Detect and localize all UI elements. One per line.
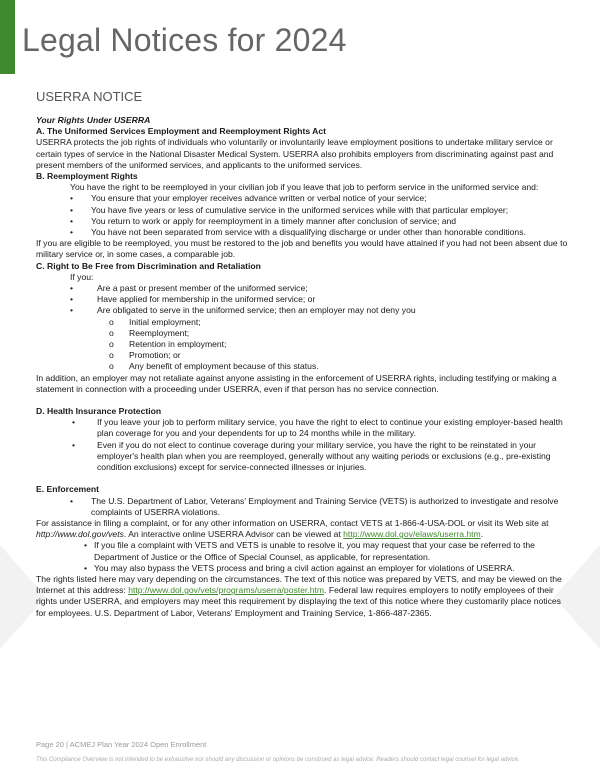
section-d-heading: D. Health Insurance Protection bbox=[36, 406, 162, 417]
bullet-icon: • bbox=[84, 562, 88, 573]
notice-title: USERRA NOTICE bbox=[36, 89, 143, 104]
list-item: • Even if you do not elect to continue coverage during your military service, you have the right to be reinstated in your employer's health plan when you are reemployed, generally without any waiting periods or exclusions (e.g., pre-existing condition exclusions) except for service-connected illnesses or injuries. bbox=[72, 439, 551, 473]
section-c-heading: C. Right to Be Free from Discrimination and Retaliation bbox=[36, 260, 261, 271]
bullet-icon: • bbox=[70, 305, 74, 316]
rights-heading: Your Rights Under USERRA bbox=[36, 115, 151, 125]
section-e-heading: E. Enforcement bbox=[36, 484, 100, 495]
section-b-after: If you are eligible to be reemployed, you must be restored to the job and benefits you would have attained if you had not been absent due to military service or, in some cases, a comparable job. bbox=[36, 238, 568, 260]
accent-bar bbox=[0, 0, 15, 74]
section-a-heading: A. The Uniformed Services Employment and Reemployment Rights Act bbox=[36, 126, 327, 137]
notice-body bbox=[36, 115, 568, 619]
closing-paragraph: The rights listed here may vary depending on the circumstances. The text of this notice was prepared by VETS, and may be viewed on the Internet at this address: http://www.dol.gov/vets/programs/userra/poster.htm. Federal law requires employers to notify employees of their rights under USERRA, and employers may meet this requirement by displaying the text of this notice where they customarily place notices for employees. U.S. Department of Labor, Veterans' Employment and Training Service, 1-866-487-2365. bbox=[36, 573, 562, 618]
list-item: • If you leave your job to perform military service, you have the right to elect to continue your existing employer-based health plan coverage for you and your dependents for up to 24 months while in the military. bbox=[72, 417, 563, 439]
page-footer: Page 20 | ACMEJ Plan Year 2024 Open Enrollment bbox=[36, 740, 207, 749]
sub-list-item: o Retention in employment; bbox=[109, 339, 227, 350]
section-c-intro: If you: bbox=[70, 271, 94, 282]
bullet-icon: • bbox=[70, 495, 74, 506]
bullet-icon: • bbox=[70, 215, 74, 226]
bullet-icon: • bbox=[84, 540, 88, 551]
list-item: • You have not been separated from service with a disqualifying discharge or under other than honorable conditions. bbox=[70, 227, 526, 238]
section-a-text: USERRA protects the job rights of individuals who voluntarily or involuntarily leave employment positions to undertake military service or certain types of service in the National Disaster Medical System. USERRA also prohibits employers from discriminating against past and present members of the uniformed services, and applicants to the uniformed services. bbox=[36, 137, 554, 170]
userra-poster-link[interactable]: http://www.dol.gov/vets/programs/userra/poster.htm bbox=[128, 585, 325, 596]
sub-bullet-icon: o bbox=[109, 350, 114, 361]
sub-bullet-icon: o bbox=[109, 327, 114, 338]
vets-website-text: http://www.dol.gov/vets bbox=[36, 529, 124, 540]
footer-disclaimer: This Compliance Overview is not intended to be exhaustive nor should any discussion or opinions be construed as legal advice. Readers should contact legal counsel for legal advice. bbox=[36, 757, 520, 763]
sub-bullet-icon: o bbox=[109, 316, 114, 327]
section-b-intro: You have the right to be reemployed in your civilian job if you leave that job to perform service in the uniformed service and: bbox=[70, 182, 539, 193]
section-b-heading: B. Reemployment Rights bbox=[36, 171, 138, 182]
sub-list-item: o Promotion; or bbox=[109, 350, 181, 361]
bullet-icon: • bbox=[70, 193, 74, 204]
bullet-icon: • bbox=[70, 283, 74, 294]
sub-list-item: o Initial employment; bbox=[109, 316, 201, 327]
userra-advisor-link[interactable]: http://www.dol.gov/elaws/userra.htm bbox=[343, 529, 481, 540]
list-item: • If you file a complaint with VETS and VETS is unable to resolve it, you may request that your case be referred to the Department of Justice or the Office of Special Counsel, as applicable, for representation. bbox=[84, 540, 535, 562]
list-item: • You may also bypass the VETS process and bring a civil action against an employer for violations of USERRA. bbox=[84, 562, 515, 573]
list-item: • Have applied for membership in the uniformed service; or bbox=[70, 294, 316, 305]
sub-bullet-icon: o bbox=[109, 361, 114, 372]
bullet-icon: • bbox=[72, 439, 76, 450]
sub-list-item: o Reemployment; bbox=[109, 327, 190, 338]
sub-list-item: o Any benefit of employment because of this status. bbox=[109, 361, 319, 372]
list-item: • The U.S. Department of Labor, Veterans' Employment and Training Service (VETS) is authorized to investigate and resolve complaints of USERRA violations. bbox=[70, 495, 559, 517]
bullet-icon: • bbox=[70, 204, 74, 215]
section-c-after: In addition, an employer may not retaliate against anyone assisting in the enforcement of USERRA rights, including testifying or making a statement in connection with a proceeding under USERRA, even if that person has no service connection. bbox=[36, 372, 557, 394]
list-item: • Are a past or present member of the uniformed service; bbox=[70, 283, 308, 294]
sub-bullet-icon: o bbox=[109, 339, 114, 350]
list-item: • You ensure that your employer receives advance written or verbal notice of your service; bbox=[70, 193, 427, 204]
list-item: • Are obligated to serve in the uniformed service; then an employer may not deny you bbox=[70, 305, 416, 316]
bullet-icon: • bbox=[70, 227, 74, 238]
page-title: Legal Notices for 2024 bbox=[22, 22, 347, 58]
bullet-icon: • bbox=[72, 417, 76, 428]
bullet-icon: • bbox=[70, 294, 74, 305]
list-item: • You return to work or apply for reemployment in a timely manner after conclusion of service; and bbox=[70, 215, 457, 226]
list-item: • You have five years or less of cumulative service in the uniformed services while with that particular employer; bbox=[70, 204, 509, 215]
assistance-paragraph: For assistance in filing a complaint, or for any other information on USERRA, contact VETS at 1-866-4-USA-DOL or visit its Web site at http://www.dol.gov/vets. An interactive online USERRA Advisor can be viewed at http://www.dol.gov/elaws/userra.htm. bbox=[36, 517, 549, 540]
